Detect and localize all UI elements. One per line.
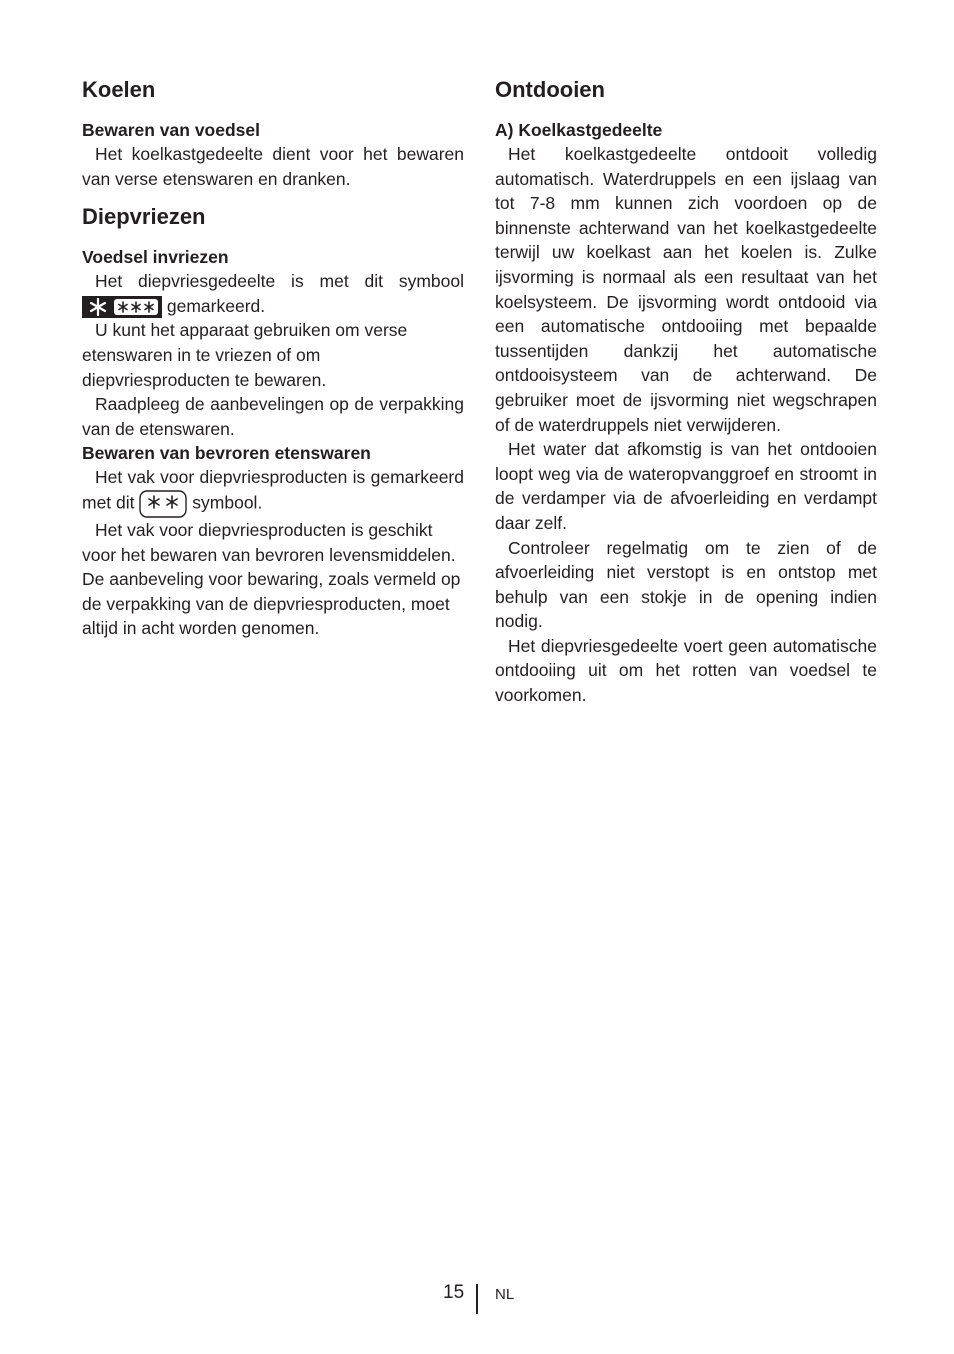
subheading-koelkastgedeelte: A) Koelkastgedeelte (495, 120, 663, 140)
paragraph-ontdooien-4: Het diepvriesgedeelte voert geen automatische ontdooiing uit om het rotten van voedsel te voorkomen. (495, 635, 877, 706)
paragraph-diepvriezen-1-end: gemarkeerd. (166, 295, 266, 316)
footer-divider (476, 1284, 478, 1314)
heading-ontdooien: Ontdooien (495, 77, 605, 102)
paragraph-diepvriezen-1 (82, 269, 464, 318)
paragraph-ontdooien-2: Het water dat afkomstig is van het ontdooien loopt weg via de wateropvanggroef en stroomt in de verdamper via de afvoerleiding en verdampt daar zelf. (495, 439, 877, 533)
subheading-bewaren-van-voedsel: Bewaren van voedsel (82, 120, 260, 140)
heading-diepvriezen: Diepvriezen (82, 204, 206, 230)
page-number: 15 (443, 1282, 465, 1303)
paragraph-diepvriezen-4 (82, 465, 464, 518)
page-footer (0, 1280, 954, 1314)
left-column (82, 74, 464, 641)
paragraph-diepvriezen-4-end: symbool. (192, 492, 263, 513)
paragraph-ontdooien-1: Het koelkastgedeelte ontdooit volledig automatisch. Waterdruppels en een ijslaag van tot 7-8 mm kunnen zich voordoen op de binnenste achterwand van het koelkastgedeelte terwijl uw koelkast aan het koelen is. Zulke ijsvorming is normaal als een resultaat van het koelsysteem. De ijsvorming wordt ontdooid via een automatische ontdooiing met bepaalde tussentijden dankzij het automatische ontdooisysteem van de achterwand. De gebruiker moet de ijsvorming niet wegschrapen of de waterdruppels niet verwijderen. (495, 144, 877, 435)
subheading-voedsel-invriezen: Voedsel invriezen (82, 247, 229, 268)
paragraph-diepvriezen-5: Het vak voor diepvriesproducten is geschikt voor het bewaren van bevroren levensmiddelen. De aanbeveling voor bewaring, zoals vermeld op de verpakking van de diepvriesproducten, moet altijd in acht worden genomen. (82, 519, 461, 639)
right-column (495, 74, 877, 708)
language-code: NL (495, 1286, 515, 1303)
subheading-bewaren-van-bevroren-etenswaren: Bewaren van bevroren etenswaren (82, 443, 371, 464)
paragraph-ontdooien-3: Controleer regelmatig om te zien of de afvoerleiding niet verstopt is en ontstop met behulp van een stokje in de opening indien nodig. (495, 537, 877, 632)
paragraph-diepvriezen-4-text: Het vak voor diepvriesproducten is gemarkeerd met dit (82, 467, 464, 513)
paragraph-diepvriezen-1-text: Het diepvriesgedeelte is met dit symbool (95, 271, 464, 292)
four-star-freezer-icon (82, 296, 162, 318)
heading-koelen: Koelen (82, 77, 156, 102)
paragraph-diepvriezen-3: Raadpleeg de aanbevelingen op de verpakking van de etenswaren. (82, 394, 464, 439)
paragraph-koelen-1: Het koelkastgedeelte dient voor het bewaren van verse etenswaren en dranken. (82, 144, 464, 189)
two-star-freezer-icon (139, 490, 187, 518)
paragraph-diepvriezen-2: U kunt het apparaat gebruiken om verse etenswaren in te vriezen of om diepvriesproducten te bewaren. (82, 320, 408, 390)
